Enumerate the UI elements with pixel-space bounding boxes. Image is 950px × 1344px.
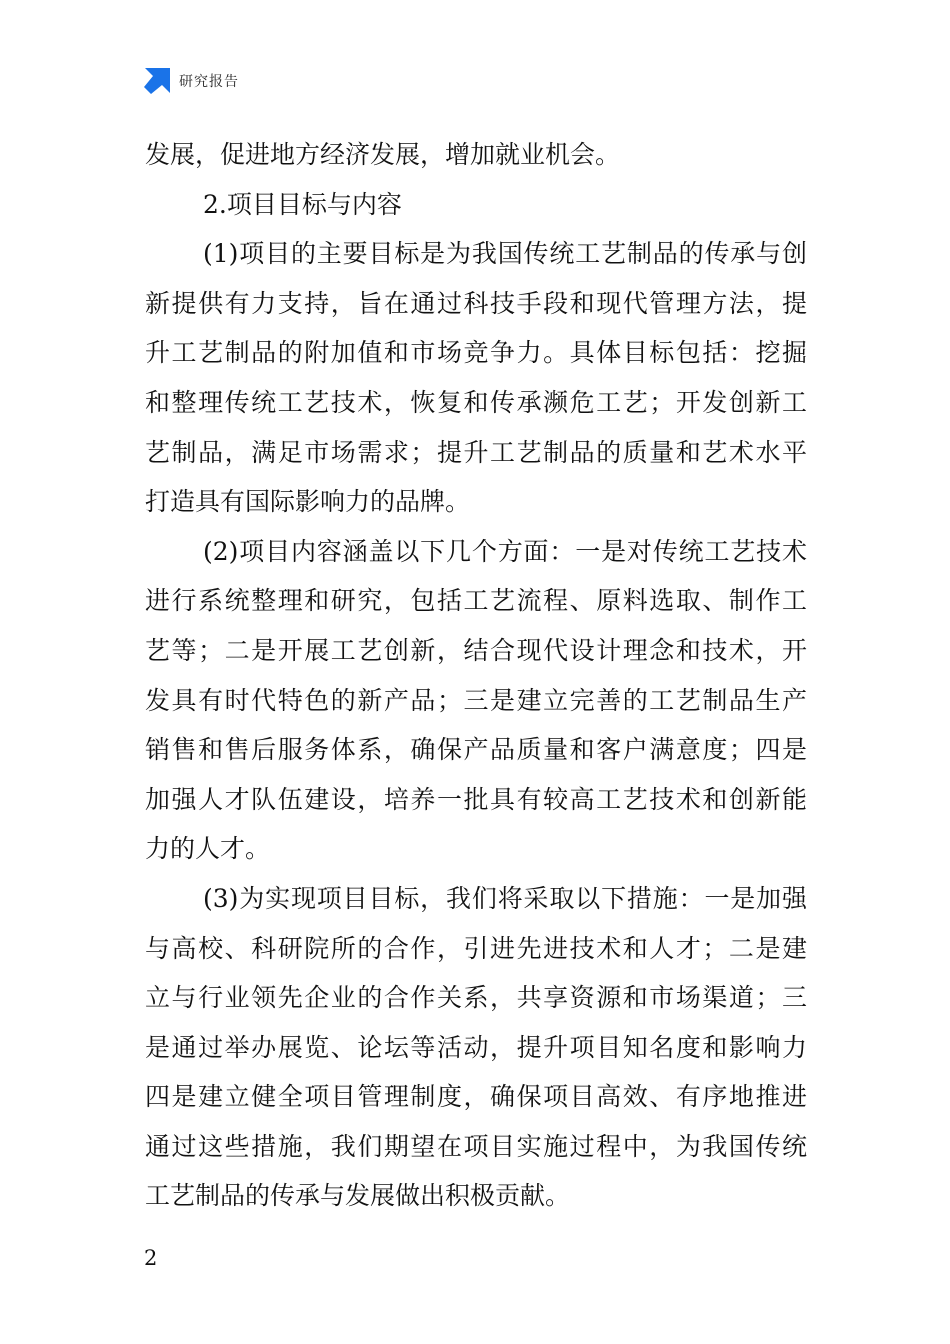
text-line: 打造具有国际影响力的品牌。 [145, 487, 471, 517]
text-line: 进行系统整理和研究，包括工艺流程、原料选取、制作工 [145, 586, 807, 616]
text-line: 和整理传统工艺技术，恢复和传承濒危工艺；开发创新工 [145, 387, 807, 417]
arrow-up-right-icon [143, 67, 171, 95]
text-line: 加强人才队伍建设，培养一批具有较高工艺技术和创新能 [145, 784, 807, 814]
text-line: 销售和售后服务体系，确保产品质量和客户满意度；四是 [145, 735, 807, 765]
text-line: 艺制品，满足市场需求；提升工艺制品的质量和艺术水平 [145, 437, 807, 467]
text-line: 与高校、科研院所的合作，引进先进技术和人才；二是建 [145, 933, 807, 963]
text-line: 工艺制品的传承与发展做出积极贡献。 [145, 1181, 571, 1211]
text-line: 四是建立健全项目管理制度，确保项目高效、有序地推进 [145, 1082, 807, 1112]
text-line: 立与行业领先企业的合作关系，共享资源和市场渠道；三 [145, 983, 807, 1013]
text-line: 通过这些措施，我们期望在项目实施过程中，为我国传统 [145, 1131, 807, 1161]
text-line: 升工艺制品的附加值和市场竞争力。具体目标包括：挖掘 [145, 338, 807, 368]
text-line: 新提供有力支持，旨在通过科技手段和现代管理方法，提 [145, 288, 807, 318]
text-line: 艺等；二是开展工艺创新，结合现代设计理念和技术，开 [145, 635, 807, 665]
text-line: (1)项目的主要目标是为我国传统工艺制品的传承与创 [203, 239, 807, 269]
page-number: 2 [144, 1246, 158, 1270]
text-line: 是通过举办展览、论坛等活动，提升项目知名度和影响力 [145, 1032, 807, 1062]
text-line: (2)项目内容涵盖以下几个方面：一是对传统工艺技术 [203, 536, 807, 566]
text-line: (3)为实现项目目标，我们将采取以下措施：一是加强 [203, 883, 807, 913]
text-line: 发展，促进地方经济发展，增加就业机会。 [145, 140, 621, 169]
page-header [143, 66, 239, 96]
text-line: 力的人才。 [145, 834, 271, 864]
text-line: 2.项目目标与内容 [203, 189, 402, 219]
document-body [145, 130, 807, 1221]
text-line: 发具有时代特色的新产品；三是建立完善的工艺制品生产 [145, 685, 807, 715]
header-title: 研究报告 [179, 74, 239, 90]
